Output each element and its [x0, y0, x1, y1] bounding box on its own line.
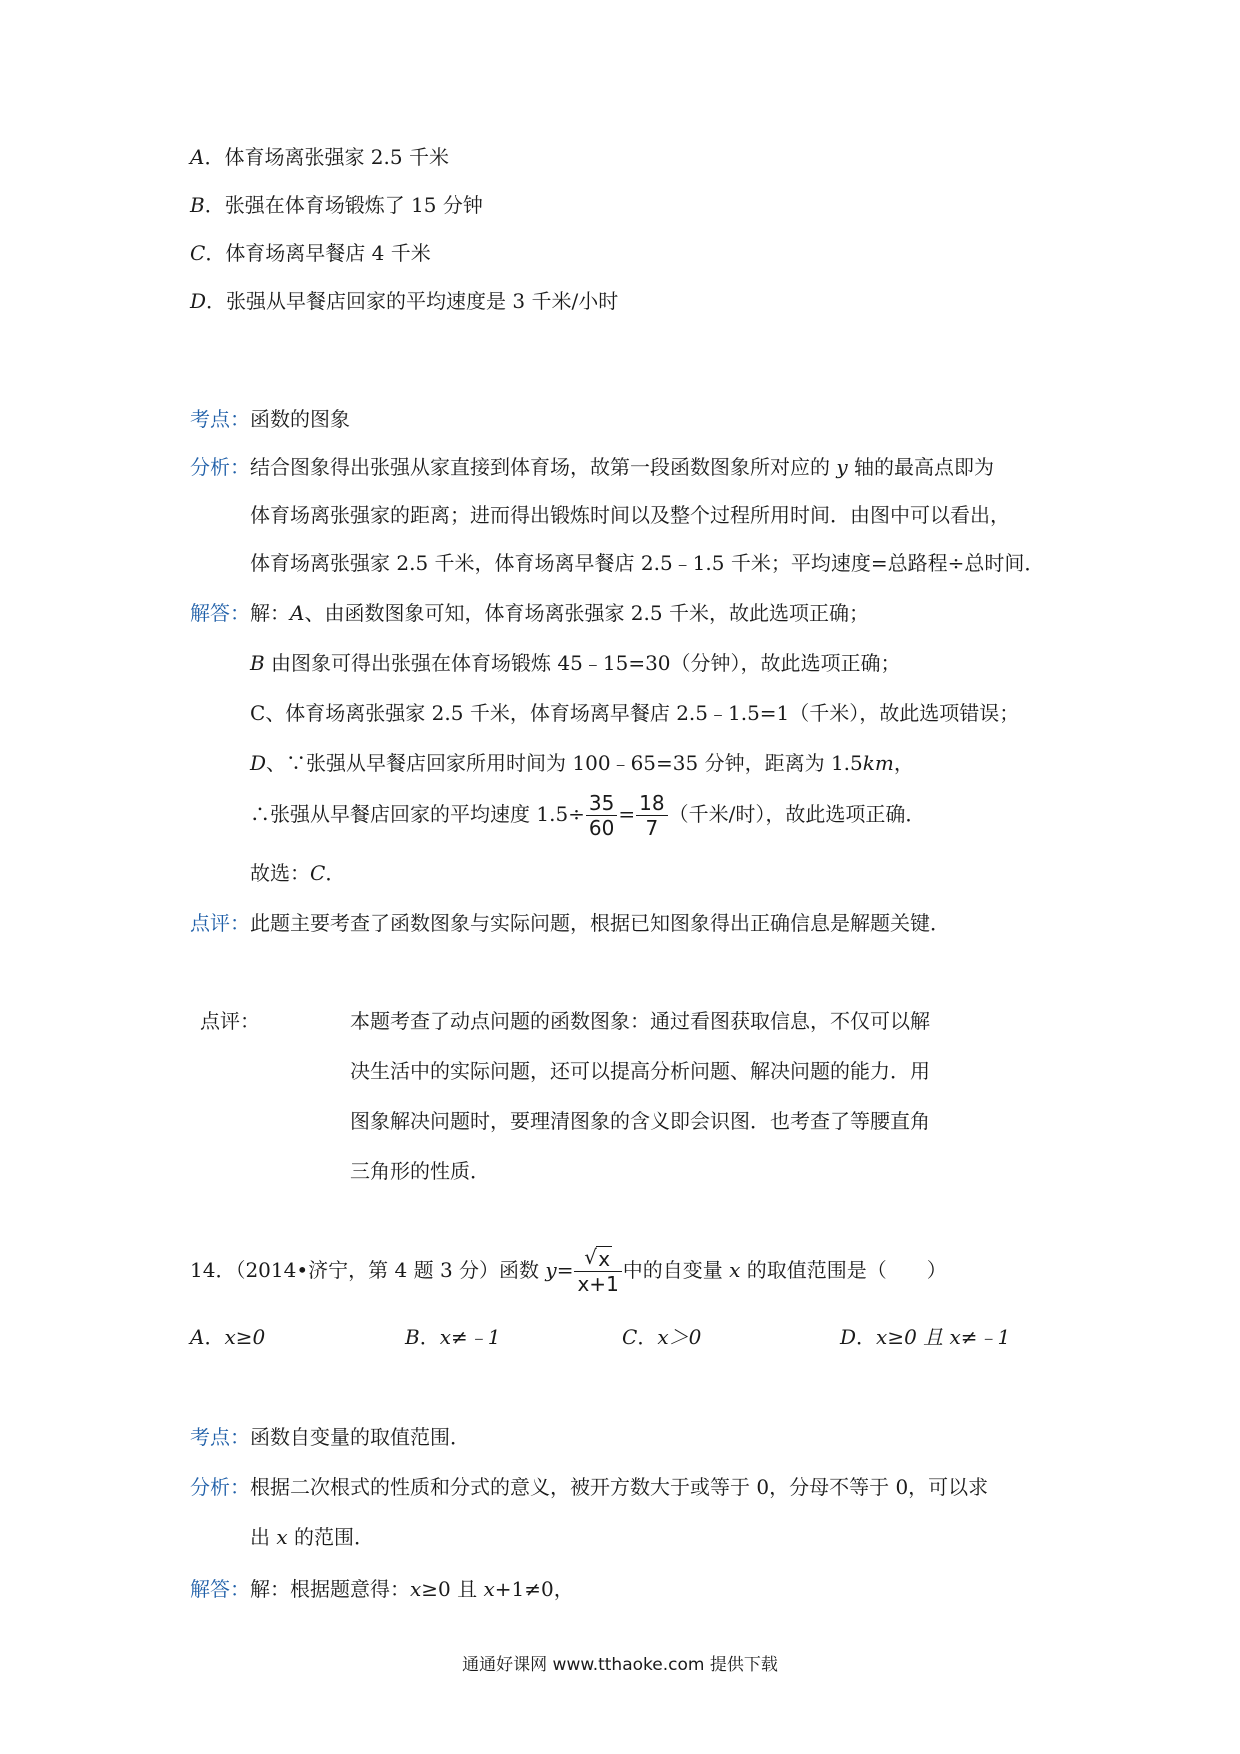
text: ．: [325, 861, 346, 885]
q14-option-b: B．x≠﹣1: [405, 1325, 501, 1349]
comment-line-4: 三角形的性质．: [350, 1159, 490, 1183]
function-fraction: [574, 1247, 621, 1296]
kaodian-text: 函数的图象: [250, 407, 350, 431]
text: 函数自变量的取值范围．: [250, 1425, 470, 1449]
fenxi-label: 分析: [190, 1475, 230, 1499]
text: （千米/时），故此选项正确．: [668, 802, 926, 826]
sqrt-x: [584, 1247, 612, 1271]
denominator: 60: [588, 816, 615, 840]
denominator: 7: [645, 816, 659, 840]
radical-sign-icon: √: [584, 1245, 597, 1269]
q14-fenxi-line-2: [250, 1522, 374, 1552]
comment-line-3: 图象解决问题时，要理清图象的含义即会识图．也考查了等腰直角: [350, 1109, 930, 1133]
text: 、∵张强从早餐店回家所用时间为 100﹣65=35 分钟，距离为 1.5: [266, 751, 863, 775]
text: ，: [893, 751, 914, 775]
q13-jieda-line-1: 解答：解：A、由函数图象可知，体育场离张强家 2.5 千米，故此选项正确；: [190, 601, 869, 625]
answer-letter: C: [310, 861, 326, 885]
kaodian-label: 考点: [190, 407, 230, 431]
var-y: y: [836, 455, 848, 479]
option-text: 张强在体育场锻炼了 15 分钟: [224, 193, 483, 217]
kaodian-label: 考点: [190, 1425, 230, 1449]
q13-jieda-line-3: [250, 698, 1019, 728]
q13-kaodian: 考点：函数的图象: [190, 407, 350, 431]
var-b: B: [250, 651, 265, 675]
fraction-35-60: [586, 791, 617, 840]
text: 结合图象得出张强从家直接到体育场，故第一段函数图象所对应的: [250, 455, 837, 479]
option-letter: A: [190, 1325, 205, 1349]
option-text: x≥0: [224, 1325, 266, 1349]
text: ≥0 且: [421, 1577, 484, 1601]
q13-jieda-line-5: [250, 786, 925, 842]
option-letter: B: [190, 193, 205, 217]
option-d: D．张强从早餐店回家的平均速度是 3 千米/小时: [190, 289, 619, 313]
text: 轴的最高点即为: [847, 455, 995, 479]
option-letter: B: [405, 1325, 420, 1349]
text: 中的自变量: [622, 1258, 730, 1282]
text: 由图象可得出张强在体育场锻炼 45﹣15=30（分钟），故此选项正确；: [264, 651, 901, 675]
text: 的取值范围是（ ）: [740, 1258, 947, 1282]
fraction-18-7: [636, 791, 667, 840]
q13-dianping: 点评：此题主要考查了函数图象与实际问题，根据已知图象得出正确信息是解题关键．: [190, 911, 950, 935]
numerator: [574, 1247, 621, 1272]
option-letter: C: [190, 241, 206, 265]
q14-stem: [190, 1238, 947, 1302]
text: 14．（2014•济宁，第 4 题 3 分）函数: [190, 1258, 546, 1282]
text: 的范围．: [287, 1525, 374, 1549]
numerator: 35: [586, 791, 617, 816]
q14-option-d: D．x≥0 且 x≠﹣1: [840, 1325, 1011, 1349]
comment-label: 点评：: [200, 1009, 260, 1033]
q13-fenxi-line-1: 分析：结合图象得出张强从家直接到体育场，故第一段函数图象所对应的 y 轴的最高点即为: [190, 455, 995, 479]
var-x: x: [483, 1577, 495, 1601]
option-c: C．体育场离早餐店 4 千米: [190, 241, 431, 265]
text: ∴张强从早餐店回家的平均速度 1.5÷: [250, 802, 585, 826]
option-text: 张强从早餐店回家的平均速度是 3 千米/小时: [226, 289, 619, 313]
text: 解：: [250, 601, 290, 625]
q14-kaodian: 考点：函数自变量的取值范围．: [190, 1425, 470, 1449]
equals-sign: =: [618, 802, 636, 826]
var-x: x: [410, 1577, 422, 1601]
equals-sign: =: [556, 1258, 574, 1282]
comment-line-2: 决生活中的实际问题，还可以提高分析问题、解决问题的能力．用: [350, 1059, 930, 1083]
text: 解：根据题意得：: [250, 1577, 410, 1601]
q14-jieda: 解答：解：根据题意得：x≥0 且 x+1≠0，: [190, 1577, 574, 1601]
option-b: B．张强在体育场锻炼了 15 分钟: [190, 193, 483, 217]
var-x: x: [729, 1258, 741, 1282]
q13-fenxi-line-3: 体育场离张强家 2.5 千米，体育场离早餐店 2.5﹣1.5 千米；平均速度=总路程÷总时间．: [250, 551, 1045, 575]
q14-option-a: A．x≥0: [190, 1325, 266, 1349]
page-footer: 通通好课网 www.tthaoke.com 提供下载: [462, 1655, 778, 1675]
fenxi-label: 分析: [190, 455, 230, 479]
text: +1≠0，: [494, 1577, 574, 1601]
var-c: C: [250, 701, 266, 725]
jieda-label: 解答: [190, 601, 230, 625]
var-y: y: [545, 1258, 557, 1282]
jieda-label: 解答: [190, 1577, 230, 1601]
option-letter: D: [190, 289, 207, 313]
q13-fenxi-line-2: 体育场离张强家的距离；进而得出锻炼时间以及整个过程所用时间．由图中可以看出，: [250, 503, 1010, 527]
text: 根据二次根式的性质和分式的意义，被开方数大于或等于 0，分母不等于 0，可以求: [250, 1475, 989, 1499]
text: 、由函数图象可知，体育场离张强家 2.5 千米，故此选项正确；: [304, 601, 869, 625]
text: 故选：: [250, 861, 310, 885]
text: 、体育场离张强家 2.5 千米，体育场离早餐店 2.5﹣1.5=1（千米），故此选项错误；: [265, 701, 1020, 725]
q13-guxuan: [250, 858, 345, 888]
q13-jieda-line-4: [250, 748, 914, 778]
var-d: D: [250, 751, 267, 775]
option-text: x≠﹣1: [439, 1325, 501, 1349]
option-text: x≥0 且 x≠﹣1: [876, 1325, 1011, 1349]
numerator: 18: [636, 791, 667, 816]
text: 此题主要考查了函数图象与实际问题，根据已知图象得出正确信息是解题关键．: [250, 911, 950, 935]
q13-jieda-line-2: [250, 648, 901, 678]
q14-fenxi-line-1: 分析：根据二次根式的性质和分式的意义，被开方数大于或等于 0，分母不等于 0，可以求: [190, 1475, 989, 1499]
text: 出: [250, 1525, 277, 1549]
radicand: x: [598, 1247, 611, 1271]
option-text: x＞0: [657, 1325, 702, 1349]
option-text: 体育场离早餐店 4 千米: [225, 241, 431, 265]
option-text: 体育场离张强家 2.5 千米: [224, 145, 449, 169]
q14-option-c: C．x＞0: [622, 1325, 702, 1349]
dianping-label: 点评: [190, 911, 230, 935]
denominator: x+1: [577, 1272, 619, 1296]
option-letter: D: [840, 1325, 857, 1349]
option-a: A．体育场离张强家 2.5 千米: [190, 145, 449, 169]
var-x: x: [276, 1525, 288, 1549]
option-letter: C: [622, 1325, 638, 1349]
var-a: A: [290, 601, 305, 625]
option-letter: A: [190, 145, 205, 169]
comment-line-1: 本题考查了动点问题的函数图象：通过看图获取信息，不仅可以解: [350, 1009, 930, 1033]
unit-km: km: [862, 751, 894, 775]
